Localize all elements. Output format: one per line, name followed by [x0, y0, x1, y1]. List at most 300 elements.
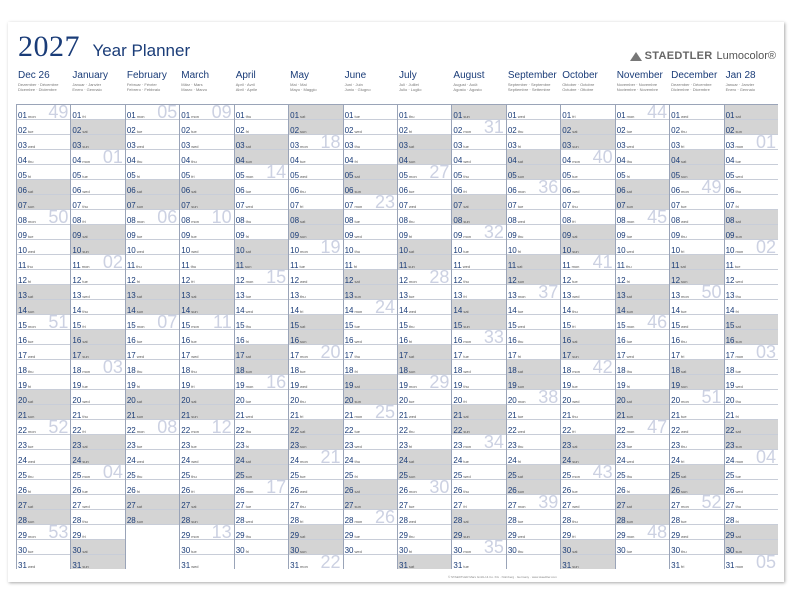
day-cell[interactable]	[725, 120, 778, 135]
day-cell[interactable]	[71, 285, 124, 300]
day-cell[interactable]	[17, 510, 70, 525]
day-cell[interactable]	[398, 120, 451, 135]
day-cell[interactable]	[235, 390, 288, 405]
day-cell[interactable]	[670, 465, 723, 480]
day-cell[interactable]	[725, 225, 778, 240]
day-cell[interactable]	[561, 540, 614, 555]
day-cell[interactable]	[725, 195, 778, 210]
day-cell[interactable]	[616, 405, 669, 420]
day-cell[interactable]	[616, 135, 669, 150]
day-cell[interactable]	[71, 225, 124, 240]
day-cell[interactable]	[344, 135, 397, 150]
day-cell[interactable]	[289, 405, 342, 420]
day-cell[interactable]	[17, 540, 70, 555]
day-cell[interactable]	[561, 180, 614, 195]
day-cell[interactable]	[725, 540, 778, 555]
day-cell[interactable]	[180, 417, 233, 437]
day-cell[interactable]	[507, 210, 560, 225]
day-cell[interactable]	[235, 525, 288, 540]
day-cell[interactable]	[289, 195, 342, 210]
day-cell[interactable]	[344, 435, 397, 450]
day-cell[interactable]	[180, 120, 233, 135]
day-cell[interactable]	[725, 480, 778, 495]
day-cell[interactable]	[398, 105, 451, 120]
day-cell[interactable]	[507, 375, 560, 390]
day-cell[interactable]	[452, 150, 505, 165]
day-cell[interactable]	[452, 270, 505, 285]
day-cell[interactable]	[126, 360, 179, 375]
day-cell[interactable]	[235, 210, 288, 225]
day-cell[interactable]	[289, 525, 342, 540]
day-cell[interactable]	[616, 390, 669, 405]
day-cell[interactable]	[561, 405, 614, 420]
day-cell[interactable]	[17, 150, 70, 165]
day-cell[interactable]	[561, 285, 614, 300]
day-cell[interactable]	[616, 540, 669, 555]
day-cell[interactable]	[289, 420, 342, 435]
day-cell[interactable]	[616, 522, 669, 542]
day-cell[interactable]	[235, 285, 288, 300]
day-cell[interactable]	[452, 315, 505, 330]
day-cell[interactable]	[507, 195, 560, 210]
day-cell[interactable]	[180, 165, 233, 180]
day-cell[interactable]	[17, 105, 70, 120]
day-cell[interactable]	[725, 360, 778, 375]
day-cell[interactable]	[126, 285, 179, 300]
day-cell[interactable]	[398, 135, 451, 150]
day-cell[interactable]	[71, 357, 124, 377]
day-cell[interactable]	[17, 195, 70, 210]
day-cell[interactable]	[71, 300, 124, 315]
day-cell[interactable]	[725, 375, 778, 390]
day-cell[interactable]	[71, 210, 124, 225]
day-cell[interactable]	[289, 465, 342, 480]
day-cell[interactable]	[289, 330, 342, 345]
day-cell[interactable]	[289, 435, 342, 450]
day-cell[interactable]	[670, 315, 723, 330]
day-cell[interactable]	[561, 147, 614, 167]
day-cell[interactable]	[235, 372, 288, 392]
day-cell[interactable]	[180, 522, 233, 542]
day-cell[interactable]	[126, 270, 179, 285]
day-cell[interactable]	[725, 465, 778, 480]
day-cell[interactable]	[17, 165, 70, 180]
day-cell[interactable]	[725, 300, 778, 315]
day-cell[interactable]	[507, 225, 560, 240]
day-cell[interactable]	[507, 300, 560, 315]
day-cell[interactable]	[235, 465, 288, 480]
day-cell[interactable]	[452, 465, 505, 480]
day-cell[interactable]	[561, 240, 614, 255]
day-cell[interactable]	[561, 555, 614, 569]
day-cell[interactable]	[398, 345, 451, 360]
day-cell[interactable]	[126, 240, 179, 255]
day-cell[interactable]	[235, 225, 288, 240]
day-cell[interactable]	[180, 540, 233, 555]
day-cell[interactable]	[616, 465, 669, 480]
day-cell[interactable]	[725, 525, 778, 540]
day-cell[interactable]	[180, 240, 233, 255]
day-cell[interactable]	[71, 252, 124, 272]
day-cell[interactable]	[289, 255, 342, 270]
day-cell[interactable]	[670, 375, 723, 390]
day-cell[interactable]	[452, 537, 505, 557]
day-cell[interactable]	[507, 525, 560, 540]
day-cell[interactable]	[670, 165, 723, 180]
day-cell[interactable]	[289, 540, 342, 555]
day-cell[interactable]	[616, 312, 669, 332]
day-cell[interactable]	[452, 195, 505, 210]
day-cell[interactable]	[126, 225, 179, 240]
day-cell[interactable]	[507, 387, 560, 407]
day-cell[interactable]	[289, 375, 342, 390]
day-cell[interactable]	[670, 210, 723, 225]
day-cell[interactable]	[452, 525, 505, 540]
day-cell[interactable]	[71, 555, 124, 569]
day-cell[interactable]	[235, 510, 288, 525]
day-cell[interactable]	[17, 135, 70, 150]
day-cell[interactable]	[452, 495, 505, 510]
day-cell[interactable]	[616, 207, 669, 227]
day-cell[interactable]	[725, 330, 778, 345]
day-cell[interactable]	[670, 435, 723, 450]
day-cell[interactable]	[180, 300, 233, 315]
day-cell[interactable]	[561, 480, 614, 495]
day-cell[interactable]	[561, 435, 614, 450]
day-cell[interactable]	[452, 375, 505, 390]
day-cell[interactable]	[344, 210, 397, 225]
day-cell[interactable]	[126, 465, 179, 480]
day-cell[interactable]	[670, 195, 723, 210]
day-cell[interactable]	[71, 480, 124, 495]
day-cell[interactable]	[670, 555, 723, 569]
day-cell[interactable]	[17, 375, 70, 390]
day-cell[interactable]	[670, 540, 723, 555]
day-cell[interactable]	[289, 390, 342, 405]
day-cell[interactable]	[235, 267, 288, 287]
day-cell[interactable]	[126, 312, 179, 332]
day-cell[interactable]	[180, 207, 233, 227]
day-cell[interactable]	[71, 180, 124, 195]
day-cell[interactable]	[126, 330, 179, 345]
day-cell[interactable]	[17, 300, 70, 315]
day-cell[interactable]	[616, 480, 669, 495]
day-cell[interactable]	[17, 360, 70, 375]
day-cell[interactable]	[725, 390, 778, 405]
day-cell[interactable]	[17, 465, 70, 480]
day-cell[interactable]	[398, 315, 451, 330]
day-cell[interactable]	[670, 120, 723, 135]
day-cell[interactable]	[344, 165, 397, 180]
day-cell[interactable]	[126, 300, 179, 315]
day-cell[interactable]	[71, 330, 124, 345]
day-cell[interactable]	[561, 450, 614, 465]
day-cell[interactable]	[126, 390, 179, 405]
day-cell[interactable]	[452, 117, 505, 137]
day-cell[interactable]	[235, 420, 288, 435]
day-cell[interactable]	[126, 417, 179, 437]
day-cell[interactable]	[235, 120, 288, 135]
day-cell[interactable]	[670, 270, 723, 285]
day-cell[interactable]	[398, 240, 451, 255]
day-cell[interactable]	[725, 165, 778, 180]
day-cell[interactable]	[670, 450, 723, 465]
day-cell[interactable]	[561, 225, 614, 240]
day-cell[interactable]	[616, 330, 669, 345]
day-cell[interactable]	[71, 450, 124, 465]
day-cell[interactable]	[561, 165, 614, 180]
day-cell[interactable]	[344, 495, 397, 510]
day-cell[interactable]	[180, 135, 233, 150]
day-cell[interactable]	[725, 255, 778, 270]
day-cell[interactable]	[235, 105, 288, 120]
day-cell[interactable]	[725, 405, 778, 420]
day-cell[interactable]	[507, 165, 560, 180]
day-cell[interactable]	[507, 420, 560, 435]
day-cell[interactable]	[452, 420, 505, 435]
day-cell[interactable]	[561, 105, 614, 120]
day-cell[interactable]	[126, 135, 179, 150]
day-cell[interactable]	[180, 495, 233, 510]
day-cell[interactable]	[289, 120, 342, 135]
day-cell[interactable]	[398, 390, 451, 405]
day-cell[interactable]	[561, 330, 614, 345]
day-cell[interactable]	[344, 240, 397, 255]
day-cell[interactable]	[507, 105, 560, 120]
day-cell[interactable]	[616, 510, 669, 525]
day-cell[interactable]	[670, 387, 723, 407]
day-cell[interactable]	[289, 510, 342, 525]
day-cell[interactable]	[180, 225, 233, 240]
day-cell[interactable]	[235, 495, 288, 510]
day-cell[interactable]	[452, 480, 505, 495]
day-cell[interactable]	[344, 192, 397, 212]
day-cell[interactable]	[725, 285, 778, 300]
day-cell[interactable]	[17, 435, 70, 450]
day-cell[interactable]	[126, 255, 179, 270]
day-cell[interactable]	[235, 195, 288, 210]
day-cell[interactable]	[561, 195, 614, 210]
day-cell[interactable]	[126, 435, 179, 450]
day-cell[interactable]	[670, 177, 723, 197]
day-cell[interactable]	[507, 405, 560, 420]
day-cell[interactable]	[180, 405, 233, 420]
day-cell[interactable]	[126, 195, 179, 210]
day-cell[interactable]	[344, 225, 397, 240]
day-cell[interactable]	[670, 255, 723, 270]
day-cell[interactable]	[235, 435, 288, 450]
day-cell[interactable]	[235, 150, 288, 165]
day-cell[interactable]	[507, 240, 560, 255]
day-cell[interactable]	[344, 420, 397, 435]
day-cell[interactable]	[71, 270, 124, 285]
day-cell[interactable]	[670, 225, 723, 240]
day-cell[interactable]	[344, 480, 397, 495]
day-cell[interactable]	[180, 480, 233, 495]
day-cell[interactable]	[452, 345, 505, 360]
day-cell[interactable]	[398, 285, 451, 300]
day-cell[interactable]	[616, 150, 669, 165]
day-cell[interactable]	[398, 210, 451, 225]
day-cell[interactable]	[344, 180, 397, 195]
day-cell[interactable]	[398, 465, 451, 480]
day-cell[interactable]	[344, 450, 397, 465]
day-cell[interactable]	[289, 210, 342, 225]
day-cell[interactable]	[507, 345, 560, 360]
day-cell[interactable]	[561, 357, 614, 377]
day-cell[interactable]	[507, 540, 560, 555]
day-cell[interactable]	[180, 435, 233, 450]
day-cell[interactable]	[344, 150, 397, 165]
day-cell[interactable]	[71, 540, 124, 555]
day-cell[interactable]	[126, 510, 179, 525]
day-cell[interactable]	[398, 330, 451, 345]
day-cell[interactable]	[17, 207, 70, 227]
day-cell[interactable]	[670, 330, 723, 345]
day-cell[interactable]	[507, 330, 560, 345]
day-cell[interactable]	[507, 120, 560, 135]
day-cell[interactable]	[452, 300, 505, 315]
day-cell[interactable]	[398, 555, 451, 569]
day-cell[interactable]	[616, 435, 669, 450]
day-cell[interactable]	[289, 342, 342, 362]
day-cell[interactable]	[507, 255, 560, 270]
day-cell[interactable]	[670, 300, 723, 315]
day-cell[interactable]	[670, 480, 723, 495]
day-cell[interactable]	[398, 405, 451, 420]
day-cell[interactable]	[126, 480, 179, 495]
day-cell[interactable]	[670, 240, 723, 255]
day-cell[interactable]	[616, 120, 669, 135]
day-cell[interactable]	[616, 195, 669, 210]
day-cell[interactable]	[180, 465, 233, 480]
day-cell[interactable]	[670, 492, 723, 512]
day-cell[interactable]	[616, 240, 669, 255]
day-cell[interactable]	[507, 177, 560, 197]
day-cell[interactable]	[126, 495, 179, 510]
day-cell[interactable]	[452, 510, 505, 525]
day-cell[interactable]	[235, 360, 288, 375]
day-cell[interactable]	[398, 162, 451, 182]
day-cell[interactable]	[71, 495, 124, 510]
day-cell[interactable]	[17, 417, 70, 437]
day-cell[interactable]	[17, 390, 70, 405]
day-cell[interactable]	[561, 510, 614, 525]
day-cell[interactable]	[71, 120, 124, 135]
day-cell[interactable]	[507, 282, 560, 302]
day-cell[interactable]	[17, 522, 70, 542]
day-cell[interactable]	[71, 525, 124, 540]
day-cell[interactable]	[180, 180, 233, 195]
day-cell[interactable]	[235, 405, 288, 420]
day-cell[interactable]	[725, 552, 778, 569]
day-cell[interactable]	[398, 450, 451, 465]
day-cell[interactable]	[235, 315, 288, 330]
day-cell[interactable]	[670, 345, 723, 360]
day-cell[interactable]	[289, 285, 342, 300]
day-cell[interactable]	[507, 435, 560, 450]
day-cell[interactable]	[180, 150, 233, 165]
day-cell[interactable]	[126, 150, 179, 165]
day-cell[interactable]	[344, 345, 397, 360]
day-cell[interactable]	[289, 165, 342, 180]
day-cell[interactable]	[17, 120, 70, 135]
day-cell[interactable]	[126, 450, 179, 465]
day-cell[interactable]	[344, 507, 397, 527]
day-cell[interactable]	[71, 105, 124, 120]
day-cell[interactable]	[725, 435, 778, 450]
day-cell[interactable]	[180, 360, 233, 375]
day-cell[interactable]	[452, 165, 505, 180]
day-cell[interactable]	[616, 417, 669, 437]
day-cell[interactable]	[344, 270, 397, 285]
day-cell[interactable]	[561, 270, 614, 285]
day-cell[interactable]	[507, 360, 560, 375]
day-cell[interactable]	[17, 495, 70, 510]
day-cell[interactable]	[670, 135, 723, 150]
day-cell[interactable]	[344, 315, 397, 330]
day-cell[interactable]	[126, 405, 179, 420]
day-cell[interactable]	[725, 270, 778, 285]
day-cell[interactable]	[235, 180, 288, 195]
day-cell[interactable]	[344, 120, 397, 135]
day-cell[interactable]	[71, 510, 124, 525]
day-cell[interactable]	[17, 450, 70, 465]
day-cell[interactable]	[344, 297, 397, 317]
day-cell[interactable]	[507, 315, 560, 330]
day-cell[interactable]	[289, 132, 342, 152]
day-cell[interactable]	[561, 252, 614, 272]
day-cell[interactable]	[561, 315, 614, 330]
day-cell[interactable]	[452, 240, 505, 255]
day-cell[interactable]	[344, 390, 397, 405]
day-cell[interactable]	[289, 105, 342, 120]
day-cell[interactable]	[126, 375, 179, 390]
day-cell[interactable]	[235, 345, 288, 360]
day-cell[interactable]	[71, 165, 124, 180]
day-cell[interactable]	[344, 540, 397, 555]
day-cell[interactable]	[344, 525, 397, 540]
day-cell[interactable]	[725, 180, 778, 195]
day-cell[interactable]	[616, 165, 669, 180]
day-cell[interactable]	[452, 105, 505, 120]
day-cell[interactable]	[180, 555, 233, 569]
day-cell[interactable]	[344, 465, 397, 480]
day-cell[interactable]	[725, 237, 778, 257]
day-cell[interactable]	[71, 420, 124, 435]
day-cell[interactable]	[235, 255, 288, 270]
day-cell[interactable]	[561, 375, 614, 390]
day-cell[interactable]	[561, 300, 614, 315]
day-cell[interactable]	[180, 390, 233, 405]
day-cell[interactable]	[71, 435, 124, 450]
day-cell[interactable]	[507, 465, 560, 480]
day-cell[interactable]	[235, 540, 288, 555]
day-cell[interactable]	[670, 150, 723, 165]
day-cell[interactable]	[398, 372, 451, 392]
day-cell[interactable]	[452, 180, 505, 195]
day-cell[interactable]	[180, 450, 233, 465]
day-cell[interactable]	[452, 405, 505, 420]
day-cell[interactable]	[17, 270, 70, 285]
day-cell[interactable]	[180, 330, 233, 345]
day-cell[interactable]	[289, 225, 342, 240]
day-cell[interactable]	[289, 447, 342, 467]
day-cell[interactable]	[452, 285, 505, 300]
day-cell[interactable]	[725, 447, 778, 467]
day-cell[interactable]	[452, 432, 505, 452]
day-cell[interactable]	[561, 210, 614, 225]
